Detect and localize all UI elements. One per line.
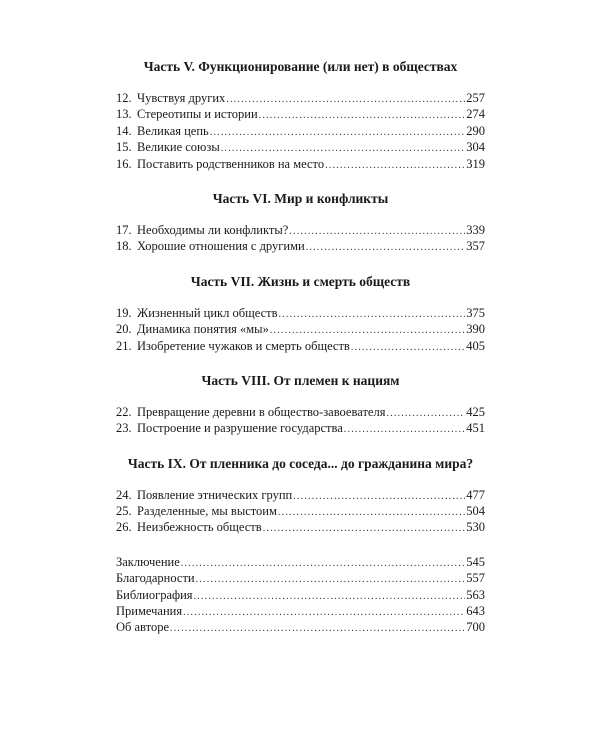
dot-leader <box>386 406 465 422</box>
back-matter-entry[interactable] <box>116 587 485 603</box>
page-number: 257 <box>466 91 485 105</box>
chapter-number: 20. <box>116 322 132 337</box>
chapter-list <box>116 404 485 437</box>
dot-leader <box>210 125 466 141</box>
chapter-entry[interactable] <box>116 503 485 519</box>
toc-part-6 <box>116 190 485 255</box>
chapter-entry[interactable] <box>116 106 485 122</box>
chapter-number: 15. <box>116 140 132 155</box>
back-matter-title: Библиография <box>116 587 193 602</box>
toc-part-8 <box>116 372 485 437</box>
chapter-list <box>116 222 485 255</box>
page-number: 390 <box>466 322 485 337</box>
back-matter-title: Примечания <box>116 604 183 619</box>
chapter-title: Стереотипы и истории <box>137 107 258 122</box>
dot-leader <box>170 621 465 637</box>
chapter-title: Необходимы ли конфликты? <box>137 222 289 237</box>
chapter-title: Великая цепь <box>137 123 209 138</box>
dot-leader <box>293 489 465 505</box>
chapter-entry[interactable] <box>116 222 485 238</box>
chapter-number: 23. <box>116 421 132 436</box>
chapter-title: Построение и разрушение государства <box>137 421 343 436</box>
chapter-title: Разделенные, мы выстоим <box>137 504 277 519</box>
chapter-number: 22. <box>116 404 132 419</box>
dot-leader <box>226 92 465 108</box>
chapter-number: 26. <box>116 520 132 535</box>
toc-part-7 <box>116 273 485 354</box>
dot-leader <box>196 572 466 588</box>
chapter-number: 12. <box>116 91 132 105</box>
dot-leader <box>325 158 465 174</box>
dot-leader <box>351 340 465 356</box>
chapter-entry[interactable] <box>116 123 485 139</box>
back-matter-title: Об авторе <box>116 620 169 635</box>
page-number: 563 <box>466 587 485 602</box>
toc-part-5 <box>116 58 485 172</box>
dot-leader <box>278 505 465 521</box>
chapter-number: 16. <box>116 156 132 171</box>
dot-leader <box>181 556 466 572</box>
table-of-contents <box>116 58 485 654</box>
chapter-number: 14. <box>116 123 132 138</box>
chapter-number: 19. <box>116 305 132 320</box>
chapter-number: 13. <box>116 107 132 122</box>
chapter-entry[interactable] <box>116 487 485 503</box>
dot-leader <box>278 307 465 323</box>
back-matter-entry[interactable] <box>116 603 485 619</box>
page-number: 545 <box>466 554 485 569</box>
dot-leader <box>344 422 465 438</box>
chapter-title: Появление этнических групп <box>137 487 293 502</box>
back-matter-entry[interactable] <box>116 619 485 635</box>
part-title: Часть V. Функционирование (или нет) в обществах <box>143 59 458 74</box>
chapter-number: 18. <box>116 239 132 254</box>
chapter-entry[interactable] <box>116 519 485 535</box>
dot-leader <box>263 521 466 537</box>
chapter-title: Неизбежность обществ <box>137 520 262 535</box>
dot-leader <box>194 589 466 605</box>
chapter-list <box>116 90 485 172</box>
page-number: 319 <box>466 156 485 171</box>
page-number: 477 <box>466 487 485 502</box>
part-title: Часть VI. Мир и конфликты <box>212 190 389 206</box>
page-number: 375 <box>466 305 485 320</box>
chapter-entry[interactable] <box>116 305 485 321</box>
back-matter-title: Благодарности <box>116 571 195 586</box>
chapter-title: Хорошие отношения с другими <box>137 239 305 254</box>
back-matter-title: Заключение <box>116 554 180 569</box>
chapter-title: Изобретение чужаков и смерть обществ <box>137 338 350 353</box>
chapter-number: 25. <box>116 504 132 519</box>
page-number: 274 <box>466 107 485 122</box>
toc-part-9 <box>116 455 485 536</box>
chapter-entry[interactable] <box>116 156 485 172</box>
chapter-title: Чувствуя других <box>137 91 226 105</box>
page-number: 530 <box>466 520 485 535</box>
chapter-list <box>116 305 485 354</box>
chapter-list <box>116 487 485 536</box>
page-number: 405 <box>466 338 485 353</box>
back-matter-entry[interactable] <box>116 570 485 586</box>
chapter-entry[interactable] <box>116 321 485 337</box>
chapter-entry[interactable] <box>116 238 485 254</box>
part-title: Часть VII. Жизнь и смерть обществ <box>190 273 411 289</box>
chapter-entry[interactable] <box>116 139 485 155</box>
chapter-number: 17. <box>116 222 132 237</box>
chapter-entry[interactable] <box>116 338 485 354</box>
dot-leader <box>183 605 465 621</box>
page-number: 700 <box>466 620 485 635</box>
page-number: 557 <box>466 571 485 586</box>
page-number: 290 <box>466 123 485 138</box>
part-title: Часть IX. От пленника до соседа... до гражданина мира? <box>127 455 474 471</box>
dot-leader <box>259 108 466 124</box>
chapter-entry[interactable] <box>116 420 485 436</box>
page-number: 451 <box>466 421 485 436</box>
page-number: 339 <box>466 222 485 237</box>
chapter-title: Поставить родственников на место <box>137 156 325 171</box>
chapter-number: 24. <box>116 487 132 502</box>
chapter-title: Великие союзы <box>137 140 220 155</box>
dot-leader <box>306 240 466 256</box>
chapter-entry[interactable] <box>116 404 485 420</box>
back-matter-list <box>116 554 485 636</box>
page-number: 643 <box>466 604 485 619</box>
chapter-title: Динамика понятия «мы» <box>137 322 269 337</box>
page-number: 357 <box>466 239 485 254</box>
chapter-number: 21. <box>116 338 132 353</box>
page-number: 504 <box>466 504 485 519</box>
page-number: 304 <box>466 140 485 155</box>
chapter-title: Жизненный цикл обществ <box>137 305 278 320</box>
page-number: 425 <box>466 404 485 419</box>
chapter-title: Превращение деревни в общество-завоевателя <box>137 404 386 419</box>
dot-leader <box>289 224 465 240</box>
back-matter-entry[interactable] <box>116 554 485 570</box>
part-title: Часть VIII. От племен к нациям <box>201 372 400 388</box>
chapter-entry[interactable] <box>116 90 485 106</box>
